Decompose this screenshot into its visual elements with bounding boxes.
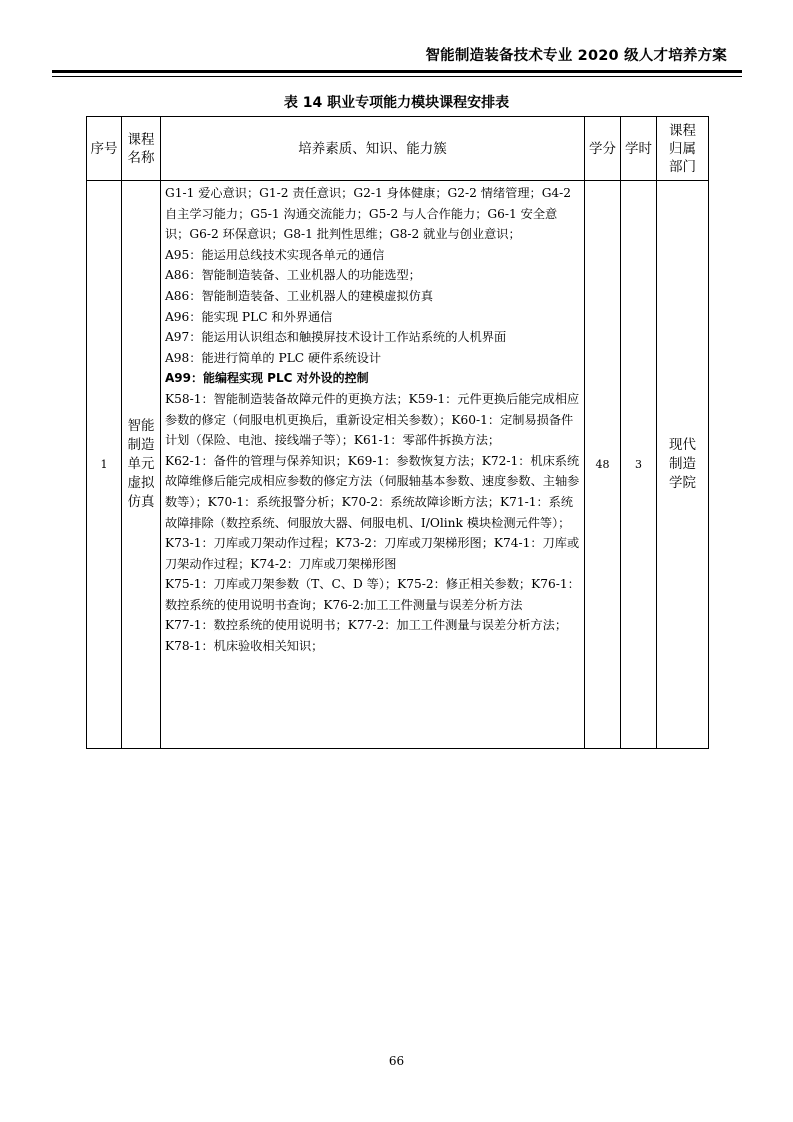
competency-line: A97：能运用认识组态和触摸屏技术设计工作站系统的人机界面 — [165, 330, 507, 345]
header-course-name: 课程名称 — [122, 117, 161, 181]
competency-line: K75-1：刀库或刀架参数（T、C、D 等）；K75-2：修正相关参数；K76-1：数控系统的使用说明书查询；K76-2:加工工件测量与误差分析方法 — [165, 577, 580, 612]
competency-line: K77-1：数控系统的使用说明书；K77-2：加工工件测量与误差分析方法；K78-1：机床验收相关知识； — [165, 618, 568, 654]
competency-line: A99：能编程实现 PLC 对外设的控制 — [165, 371, 369, 386]
header-department: 课程归属部门 — [657, 117, 709, 181]
row-department: 现代制造学院 — [657, 181, 709, 749]
header-credits: 学分 — [585, 117, 621, 181]
row-index: 1 — [87, 181, 122, 749]
row-course-name: 智能制造单元虚拟仿真 — [122, 181, 161, 749]
row-hours: 3 — [621, 181, 657, 749]
header-rule-thick — [52, 70, 742, 73]
header-competencies: 培养素质、知识、能力簇 — [161, 117, 585, 181]
header-hours: 学时 — [621, 117, 657, 181]
page-number: 66 — [388, 1054, 405, 1068]
competency-line: A96：能实现 PLC 和外界通信 — [165, 309, 333, 324]
competency-line: A95：能运用总线技术实现各单元的通信 — [165, 247, 385, 262]
competency-line: K62-1：备件的管理与保养知识；K69-1：参数恢复方法；K72-1：机床系统故障维修后能完成相应参数的修定方法（伺服轴基本参数、速度参数、主轴参数等）；K70-1：系统报警分析；K70-2：系统故障诊断方法；K71-1：系统故障排除（数控系统、伺服放大器、伺服电机、I/Olink 模块检测元件等）；K73-1：刀库或刀架动作过程；K73-2：刀库或刀架梯形图；K74-1：刀库或刀架动作过程；K74-2：刀库或刀架梯形图 — [165, 453, 580, 571]
header-rule-thin — [52, 76, 742, 77]
competency-line: K58-1：智能制造装备故障元件的更换方法；K59-1：元件更换后能完成相应参数的修定（伺服电机更换后，重新设定相关参数）；K60-1：定制易损备件计划（保险、电池、接线端子等）；K61-1：零部件拆换方法； — [165, 391, 580, 448]
table-header-row — [87, 117, 709, 181]
row-credits: 48 — [585, 181, 621, 749]
course-schedule-table — [86, 116, 709, 749]
competency-line: A86：智能制造装备、工业机器人的建模虚拟仿真 — [165, 288, 434, 303]
competency-line: G1-1 爱心意识；G1-2 责任意识；G2-1 身体健康；G2-2 情绪管理；G4-2 自主学习能力；G5-1 沟通交流能力；G5-2 与人合作能力；G6-1 安全意识；G6-2 环保意识；G8-1 批判性思维；G8-2 就业与创业意识； — [165, 186, 572, 242]
competency-line: A98：能进行简单的 PLC 硬件系统设计 — [165, 350, 382, 365]
header-index: 序号 — [87, 117, 122, 181]
table-caption: 表 14 职业专项能力模块课程安排表 — [283, 95, 510, 111]
competency-line: A86：智能制造装备、工业机器人的功能选型； — [165, 268, 421, 283]
row-competencies — [161, 181, 585, 749]
table-row — [87, 181, 709, 749]
document-header-title: 智能制造装备技术专业 2020 级人才培养方案 — [425, 48, 727, 64]
